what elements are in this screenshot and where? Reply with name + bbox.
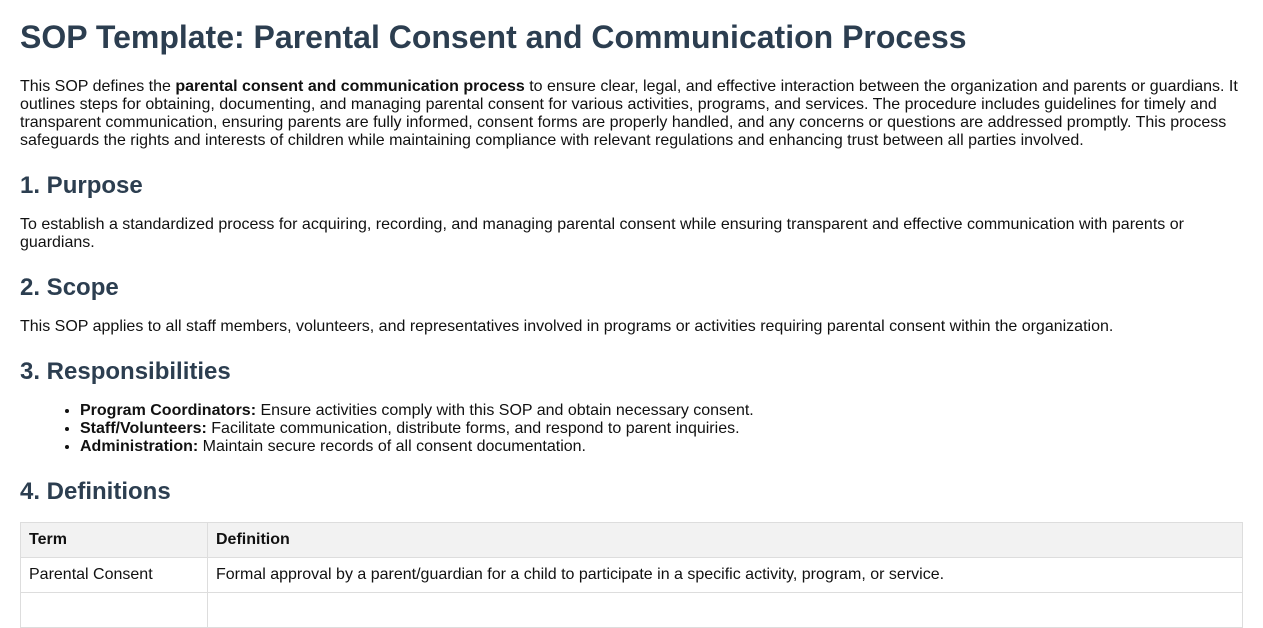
intro-bold-phrase: parental consent and communication process (175, 78, 525, 95)
role-description: Facilitate communication, distribute forms, and respond to parent inquiries. (206, 420, 740, 437)
table-row (21, 558, 1243, 593)
term-cell: Parental Consent (21, 558, 208, 593)
responsibilities-heading: 3. Responsibilities (20, 358, 231, 385)
list-item (80, 420, 1243, 438)
purpose-heading: 1. Purpose (20, 172, 143, 199)
intro-prefix: This SOP defines the (20, 78, 176, 95)
page-title: SOP Template: Parental Consent and Communication Process (20, 19, 967, 55)
scope-text: This SOP applies to all staff members, volunteers, and representatives involved in programs or activities requiring parental consent within the organization. (20, 318, 1114, 335)
role-label: Administration: (80, 438, 199, 455)
intro-paragraph (20, 78, 1243, 150)
column-header-term: Term (21, 523, 208, 558)
table-header-row (21, 523, 1243, 558)
definition-cell: Formal approval by a parent/guardian for a child to participate in a specific activity, program, or service. (208, 558, 1243, 593)
definitions-table (20, 522, 1243, 628)
column-header-definition: Definition (208, 523, 1243, 558)
purpose-text: To establish a standardized process for acquiring, recording, and managing parental consent while ensuring transparent and effective communication with parents or guardians. (20, 216, 1184, 251)
list-item (80, 438, 1243, 456)
definition-cell (208, 593, 1243, 628)
term-cell (21, 593, 208, 628)
role-description: Ensure activities comply with this SOP and obtain necessary consent. (256, 402, 754, 419)
role-label: Staff/Volunteers: (80, 420, 207, 437)
table-row-partial (21, 593, 1243, 628)
role-label: Program Coordinators: (80, 402, 257, 419)
definitions-heading: 4. Definitions (20, 478, 171, 505)
role-description: Maintain secure records of all consent documentation. (198, 438, 586, 455)
list-item (80, 402, 1243, 420)
intro-suffix: to ensure clear, legal, and effective interaction between the organization and parents or guardians. It outlines steps for obtaining, documenting, and managing parental consent for various activities, programs, and services. The procedure includes guidelines for timely and transparent communication, ensuring parents are fully informed, consent forms are properly handled, and any concerns or questions are addressed promptly. This process safeguards the rights and interests of children while maintaining compliance with relevant regulations and enhancing trust between all parties involved. (20, 78, 1238, 149)
scope-heading: 2. Scope (20, 274, 119, 301)
responsibilities-list (20, 402, 1243, 456)
